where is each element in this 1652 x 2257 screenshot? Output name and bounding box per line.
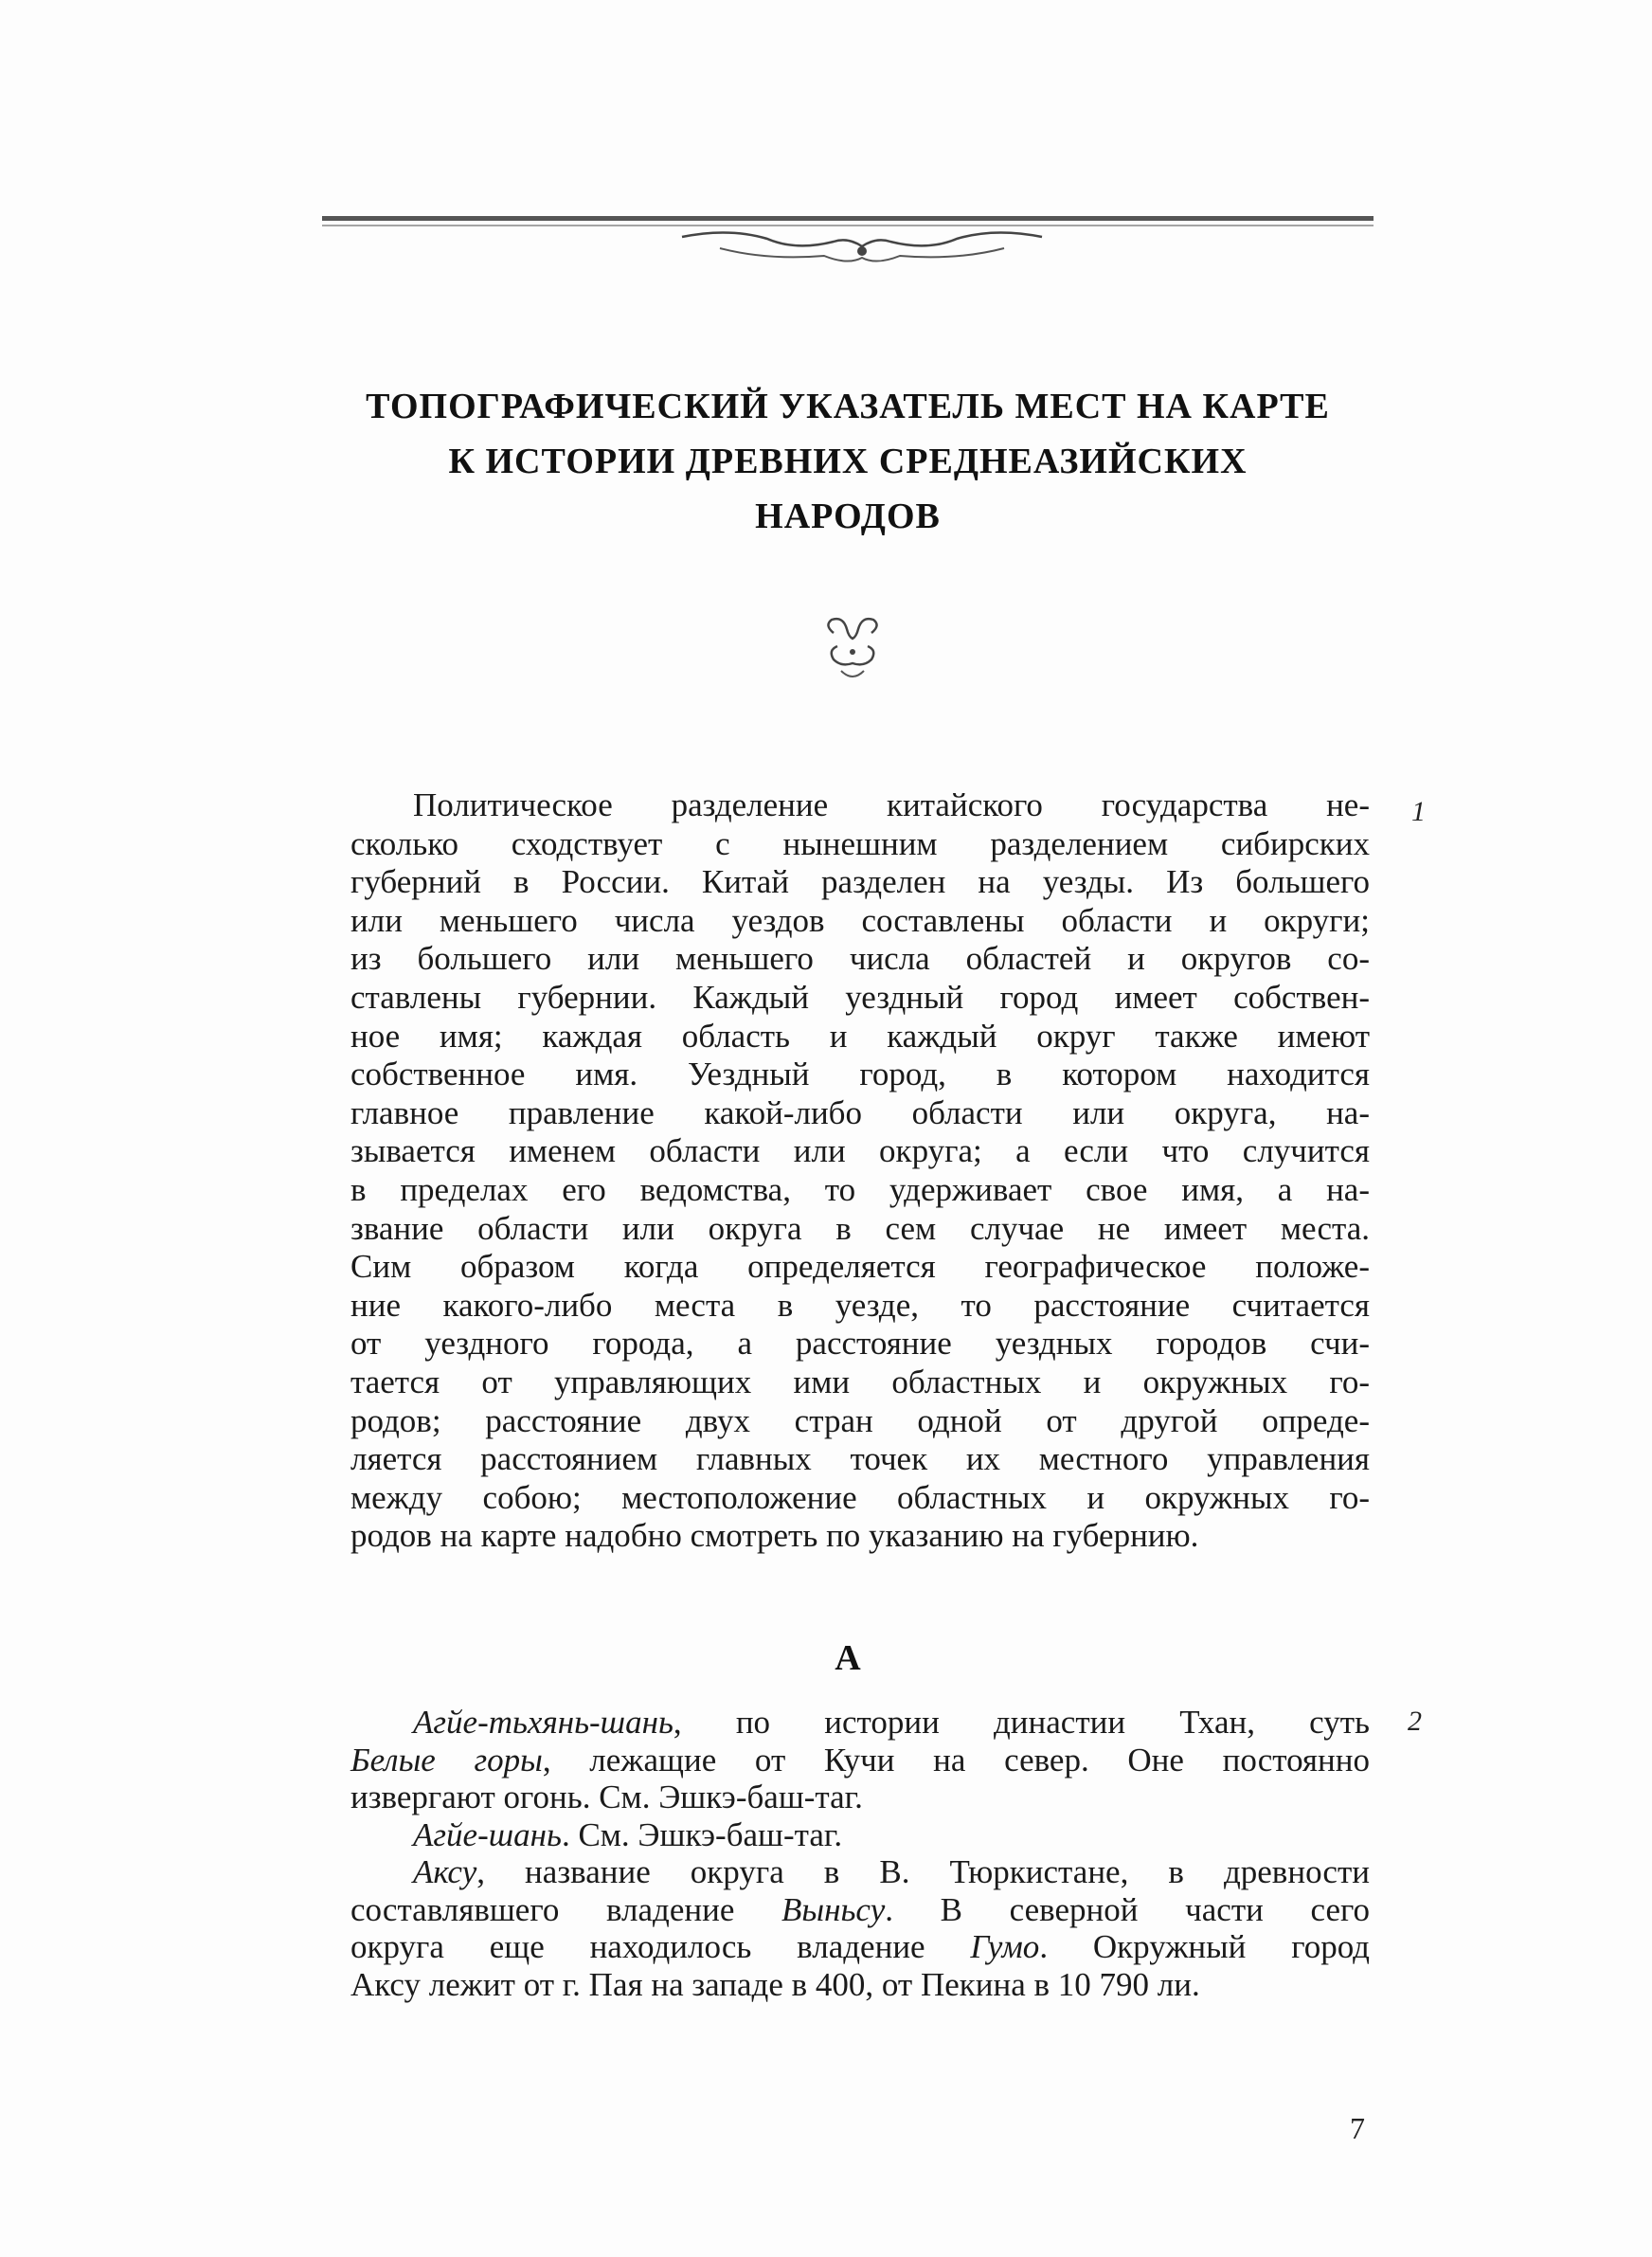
text-line: из большего или меньшего числа областей и округов со- <box>350 940 1370 978</box>
entry-term: Гумо <box>970 1928 1040 1965</box>
text-line: между собою; местоположение областных и окружных го- <box>350 1478 1370 1516</box>
entry-term: Агйе-тьхянь-шань <box>413 1704 673 1741</box>
text-line: извергают огонь. См. Эшкэ-баш-таг. <box>350 1779 863 1815</box>
margin-number: 1 <box>1411 796 1426 827</box>
entry-term: Аксу <box>413 1853 477 1890</box>
text-line: родов на карте надобно смотреть по указанию на губернию. <box>350 1517 1199 1555</box>
text-line: Аксу лежит от г. Пая на западе в 400, от Пекина в 10 790 ли. <box>350 1965 1200 2003</box>
text-line: в пределах его ведомства, то удерживает свое имя, а на- <box>350 1170 1370 1208</box>
text-line <box>350 1853 1370 1891</box>
entry-term: Белые горы <box>350 1741 543 1779</box>
text-line: ние какого-либо места в уезде, то расстояние считается <box>350 1286 1370 1324</box>
intro-paragraph <box>350 786 1370 1556</box>
text-line: родов; расстояние двух стран одной от другой опреде- <box>350 1401 1370 1439</box>
top-ornament-icon <box>322 208 1374 284</box>
text-line: Политическое разделение китайского государства не- <box>413 786 1370 823</box>
entry-term: Агйе-шань <box>413 1815 562 1853</box>
flourish-ornament-icon <box>815 616 890 692</box>
text-line <box>350 1891 1370 1929</box>
margin-number: 2 <box>1408 1706 1422 1737</box>
title-line: НАРОДОВ <box>755 497 941 536</box>
entry-text: , название округа в В. Тюркистане, в древности <box>476 1853 1370 1890</box>
entry-text: , по истории династии Тхан, суть <box>673 1704 1370 1741</box>
index-entries <box>350 1704 1370 2003</box>
entry-text: . В северной части сего <box>885 1890 1370 1928</box>
text-line: собственное имя. Уездный город, в котором находится <box>350 1056 1370 1093</box>
text-line: ставлены губернии. Каждый уездный город имеет собствен- <box>350 978 1370 1016</box>
text-line: сколько сходствует с нынешним разделением сибирских <box>350 824 1370 862</box>
index-entry <box>350 1704 1370 1816</box>
text-line: губерний в России. Китай разделен на уезды. Из большего <box>350 863 1370 901</box>
text-line: ляется расстоянием главных точек их местного управления <box>350 1440 1370 1478</box>
index-entry <box>350 1853 1370 2003</box>
section-heading: А <box>835 1638 861 1678</box>
entry-text: . См. Эшкэ-баш-таг. <box>561 1815 843 1853</box>
text-line <box>350 1816 1370 1854</box>
text-line: или меньшего числа уездов составлены области и округи; <box>350 901 1370 939</box>
text-line: тается от управляющих ими областных и окружных го- <box>350 1363 1370 1400</box>
text-line: Сим образом когда определяется географическое положе- <box>350 1248 1370 1286</box>
entry-term: Выньсу <box>781 1890 886 1928</box>
text-line <box>350 1928 1370 1966</box>
entry-text: составлявшего владение <box>350 1890 782 1928</box>
text-line: главное правление какой-либо области или округа, на- <box>350 1093 1370 1131</box>
text-line <box>350 1742 1370 1779</box>
text-line: от уездного города, а расстояние уездных городов счи- <box>350 1325 1370 1363</box>
entry-text: , лежащие от Кучи на север. Оне постоянно <box>542 1741 1370 1779</box>
entry-text: . Окружный город <box>1039 1928 1370 1965</box>
page-title <box>322 379 1374 544</box>
text-line: зывается именем области или округа; а если что случится <box>350 1132 1370 1170</box>
entry-text: округа еще находилось владение <box>350 1928 971 1965</box>
text-line <box>350 1704 1370 1742</box>
title-line: ТОПОГРАФИЧЕСКИЙ УКАЗАТЕЛЬ МЕСТ НА КАРТЕ <box>366 387 1330 426</box>
page-number: 7 <box>1350 2111 1365 2145</box>
index-entry <box>350 1816 1370 1854</box>
title-line: К ИСТОРИИ ДРЕВНИХ СРЕДНЕАЗИЙСКИХ <box>448 442 1248 481</box>
text-line: звание области или округа в сем случае не имеет места. <box>350 1209 1370 1247</box>
text-line: ное имя; каждая область и каждый округ также имеют <box>350 1017 1370 1055</box>
